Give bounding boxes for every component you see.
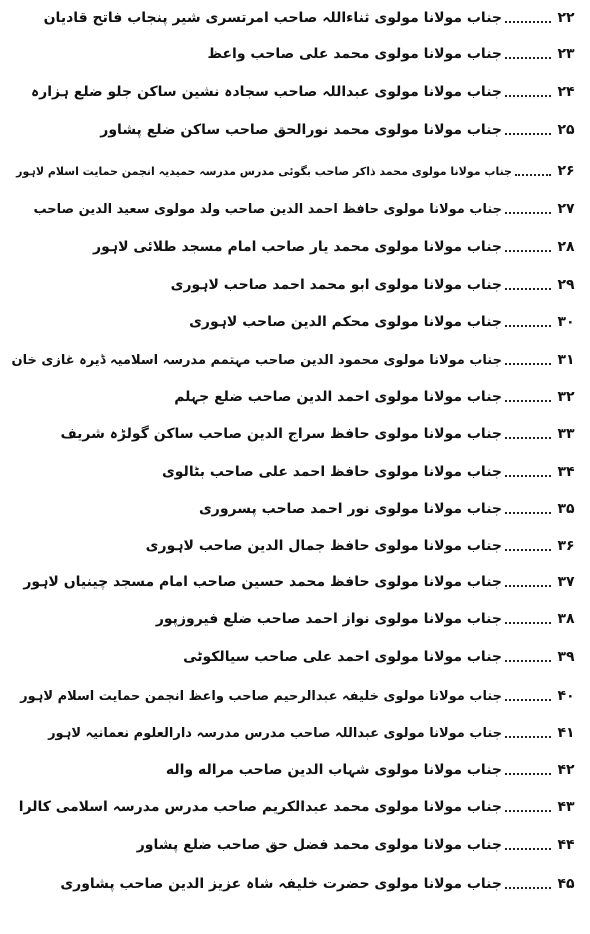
- list-item: [60, 418, 578, 450]
- dotted-leader: [505, 19, 551, 23]
- list-item: [60, 868, 578, 900]
- dotted-leader: [505, 323, 551, 327]
- entry-text: جناب مولانا مولوی حضرت خلیفہ شاہ عزیز الدین صاحب پشاوری: [60, 876, 502, 892]
- entry-number: ۳۹: [557, 649, 575, 665]
- entry-number: ۲۴: [557, 84, 575, 100]
- entry-number: ۳۱: [557, 352, 575, 368]
- entry-text: جناب مولانا مولوی نواز احمد صاحب ضلع فیروزپور: [155, 611, 502, 627]
- dotted-leader: [505, 771, 551, 775]
- list-item: [189, 306, 578, 338]
- list-item: [48, 717, 578, 749]
- entry-text: جناب مولانا مولوی محمود الدین صاحب مہتمم مدرسہ اسلامیہ ڈیرہ غازی خان: [11, 352, 502, 368]
- dotted-leader: [505, 510, 551, 514]
- dotted-leader: [505, 248, 551, 252]
- entry-number: ۲۷: [557, 201, 575, 217]
- entry-number: ۴۰: [557, 688, 575, 704]
- entry-number: ۲۹: [557, 277, 575, 293]
- entry-number: ۳۲: [557, 389, 575, 405]
- dotted-leader: [505, 398, 551, 402]
- entry-number: ۲۲: [557, 10, 575, 26]
- entry-text: جناب مولانا مولوی ابو محمد احمد صاحب لاہوری: [170, 277, 502, 293]
- list-item: [183, 641, 578, 673]
- dotted-leader: [505, 286, 551, 290]
- entry-number: ۳۳: [557, 426, 575, 442]
- entry-text: جناب مولانا مولوی نور احمد صاحب پسروری: [198, 501, 502, 517]
- list-item: [171, 269, 578, 301]
- entry-text: جناب مولانا مولوی حافظ احمد علی صاحب بٹالوی: [161, 464, 502, 480]
- entry-text: جناب مولانا مولوی احمد علی صاحب سیالکوٹی: [183, 649, 502, 665]
- entry-text: جناب مولانا مولوی حافظ جمال الدین صاحب لاہوری: [145, 538, 502, 554]
- dotted-leader: [505, 620, 551, 624]
- entry-number: ۳۷: [557, 574, 575, 590]
- dotted-leader: [505, 55, 551, 59]
- entry-number: ۳۰: [557, 314, 575, 330]
- entry-text: جناب مولانا مولوی احمد الدین صاحب ضلع جہلم: [174, 389, 502, 405]
- dotted-leader: [505, 93, 551, 97]
- list-item: [100, 114, 578, 146]
- list-item: [199, 493, 578, 525]
- entry-text: جناب مولانا مولوی عبداللہ صاحب سجادہ نشین ساکن جلو ضلع ہزارہ: [30, 84, 502, 100]
- dotted-leader: [505, 697, 551, 701]
- entry-number: ۳۵: [557, 501, 575, 517]
- entry-number: ۴۱: [557, 725, 575, 741]
- entry-text: جناب مولانا مولوی حافظ محمد حسین صاحب امام مسجد چینیاں لاہور: [23, 574, 502, 590]
- dotted-leader: [505, 210, 551, 214]
- dotted-leader: [505, 473, 551, 477]
- entry-number: ۴۲: [557, 762, 575, 778]
- entry-number: ۲۸: [557, 239, 575, 255]
- entry-text: جناب مولانا مولوی محمد عبدالکریم صاحب مدرس مدرسہ اسلامی کالرا: [18, 799, 502, 815]
- entry-number: ۲۳: [557, 46, 575, 62]
- list-item: [16, 155, 578, 187]
- entry-text: جناب مولانا مولوی شہاب الدین صاحب مراله واله: [165, 762, 502, 778]
- dotted-leader: [505, 808, 551, 812]
- entry-text: جناب مولانا مولوی محکم الدین صاحب لاہوری: [189, 314, 502, 330]
- list-item: [19, 791, 578, 823]
- entry-text: جناب مولانا مولوی خلیفہ عبدالرحیم صاحب واعظ انجمن حمایت اسلام لاہور: [20, 688, 502, 704]
- entry-text: جناب مولانا مولوی ثناءاللہ صاحب امرتسری شیر پنجاب فاتح قادیان: [43, 10, 502, 26]
- entry-number: ۲۶: [557, 163, 575, 179]
- entry-number: ۴۵: [557, 876, 575, 892]
- dotted-leader: [505, 361, 551, 365]
- dotted-leader: [505, 734, 551, 738]
- entry-text: جناب مولانا مولوی عبداللہ صاحب مدرس مدرسہ دارالعلوم نعمانیہ لاہور: [48, 725, 502, 741]
- entry-number: ۴۳: [557, 799, 575, 815]
- list-item: [166, 754, 578, 786]
- list-item: [137, 829, 578, 861]
- list-item: [93, 231, 578, 263]
- entry-number: ۲۵: [557, 122, 575, 138]
- dotted-leader: [505, 658, 551, 662]
- list-item: [146, 530, 578, 562]
- entry-text: جناب مولانا مولوی محمد نورالحق صاحب ساکن ضلع پشاور: [100, 122, 502, 138]
- entry-text: جناب مولانا مولوی حافظ احمد الدین صاحب ولد مولوی سعید الدین صاحب: [33, 201, 502, 217]
- entry-text: جناب مولانا مولوی محمد علی صاحب واعظ: [207, 46, 502, 62]
- dotted-leader: [505, 435, 551, 439]
- list-item: [12, 344, 578, 376]
- dotted-leader: [505, 846, 551, 850]
- list-item: [31, 76, 578, 108]
- list-item: [156, 603, 578, 635]
- list-item: [20, 680, 578, 712]
- list-item: [162, 456, 578, 488]
- entry-number: ۴۴: [557, 837, 575, 853]
- entry-text: جناب مولانا مولوی محمد ذاکر صاحب بگوئی مدرس مدرسہ حمیدیہ انجمن حمایت اسلام لاہور: [16, 164, 512, 178]
- dotted-leader: [505, 131, 551, 135]
- dotted-leader: [505, 583, 551, 587]
- entry-number: ۳۴: [557, 464, 575, 480]
- entry-text: جناب مولانا مولوی محمد یار صاحب امام مسجد طلائی لاہور: [93, 239, 502, 255]
- entry-number: ۳۸: [557, 611, 575, 627]
- dotted-leader: [505, 885, 551, 889]
- entry-number: ۳۶: [557, 538, 575, 554]
- list-item: [23, 566, 578, 598]
- entry-text: جناب مولانا مولوی محمد فضل حق صاحب ضلع پشاور: [136, 837, 502, 853]
- list-item: [208, 38, 579, 70]
- dotted-leader: [515, 172, 551, 176]
- entry-text: جناب مولانا مولوی حافظ سراج الدین صاحب ساکن گولڑہ شریف: [60, 426, 502, 442]
- list-item: [174, 381, 578, 413]
- list-item: [44, 2, 578, 34]
- list-item: [34, 193, 578, 225]
- dotted-leader: [505, 547, 551, 551]
